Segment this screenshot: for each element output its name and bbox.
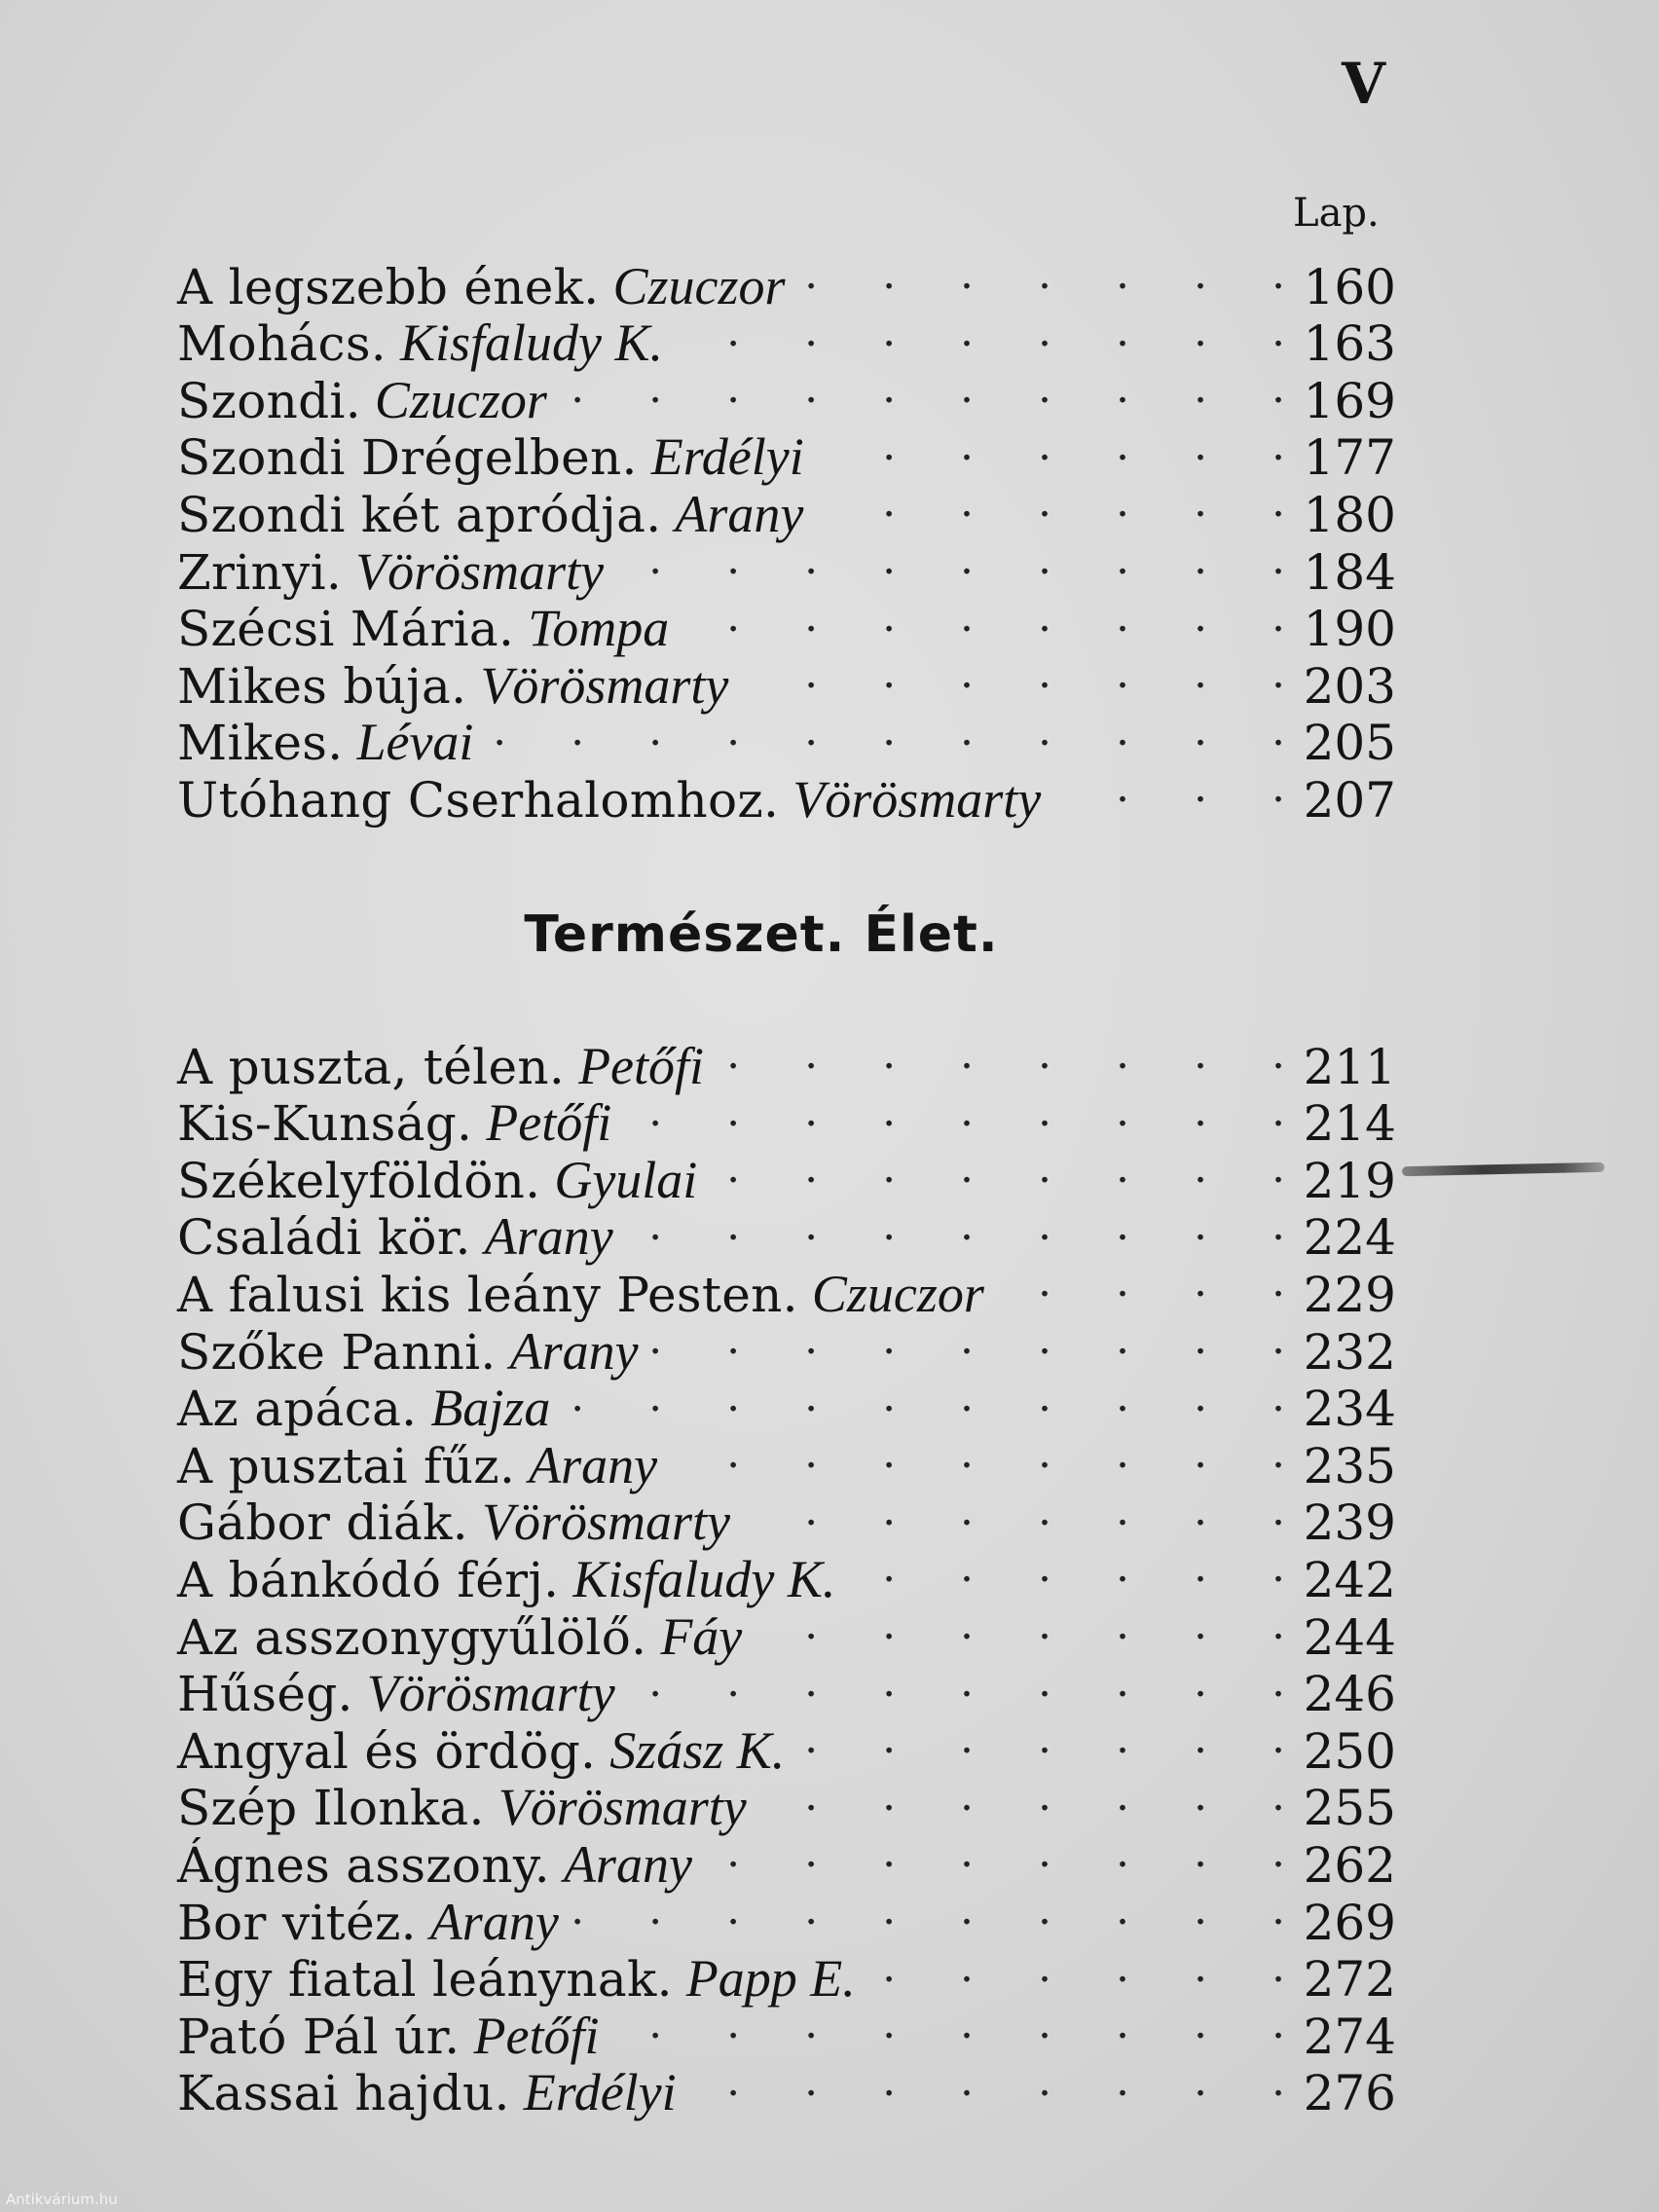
entry-title: A pusztai fűz. <box>177 1437 516 1494</box>
entry-author: Vörösmarty <box>480 655 729 715</box>
entry-title: Kassai hajdu. <box>177 2065 510 2122</box>
entry-title: Bor vitéz. <box>177 1894 417 1951</box>
entry-page: 234 <box>1303 1381 1396 1438</box>
entry-author: Erdélyi <box>523 2063 677 2122</box>
toc-list-top <box>177 246 1396 829</box>
entry-title: A falusi kis leány Pesten. <box>177 1266 798 1323</box>
entry-title: Egy fiatal leánynak. <box>177 1951 673 2009</box>
entry-author: Tompa <box>528 599 670 658</box>
dot-leader <box>818 418 1285 475</box>
dot-leader <box>625 1084 1285 1141</box>
dot-leader <box>612 1996 1285 2053</box>
toc-entry <box>177 1026 1396 1095</box>
entry-page: 274 <box>1303 2008 1396 2065</box>
entry-page: 184 <box>1303 543 1396 601</box>
entry-page: 239 <box>1303 1494 1396 1552</box>
entry-author: Arany <box>563 1834 692 1894</box>
entry-author: Petőfi <box>486 1093 612 1153</box>
entry-page: 169 <box>1303 372 1396 429</box>
dot-leader <box>817 474 1285 532</box>
entry-page: 246 <box>1303 1666 1396 1723</box>
dot-leader <box>706 1825 1285 1882</box>
dot-leader <box>711 1140 1285 1198</box>
entry-author: Arany <box>429 1892 559 1951</box>
page-column-label: Lap. <box>1293 191 1380 236</box>
entry-title: Az apáca. <box>177 1381 418 1438</box>
entry-title: Utóhang Cserhalomhoz. <box>177 771 780 829</box>
entry-page: 262 <box>1303 1836 1396 1894</box>
entry-author: Kisfaludy K. <box>572 1549 836 1608</box>
entry-title: Zrinyi. <box>177 543 343 601</box>
entry-author: Petőfi <box>578 1036 705 1095</box>
entry-title: Mikes búja. <box>177 657 467 715</box>
dot-leader <box>760 1768 1285 1825</box>
entry-title: Mikes. <box>177 715 344 772</box>
entry-title: Kis-Kunság. <box>177 1095 473 1153</box>
entry-page: 276 <box>1303 2065 1396 2122</box>
dot-leader <box>742 645 1285 703</box>
entry-author: Vörösmarty <box>793 769 1042 829</box>
entry-author: Vörösmarty <box>366 1664 615 1723</box>
entry-author: Czuczor <box>612 256 786 315</box>
entry-author: Vörösmarty <box>355 541 605 601</box>
toc-list-bottom <box>177 1026 1396 2122</box>
dot-leader <box>690 2053 1285 2111</box>
entry-title: Szondi Drégelben. <box>177 429 638 487</box>
entry-title: Pató Pál úr. <box>177 2008 461 2065</box>
entry-author: Gyulai <box>554 1150 698 1209</box>
entry-page: 163 <box>1303 315 1396 373</box>
entry-page: 207 <box>1303 771 1396 829</box>
entry-title: A bánkódó férj. <box>177 1551 560 1608</box>
dot-leader <box>487 703 1285 760</box>
entry-page: 205 <box>1303 715 1396 772</box>
entry-author: Arany <box>675 484 804 543</box>
dot-leader <box>1054 759 1285 817</box>
entry-page: 272 <box>1303 1951 1396 2009</box>
entry-page: 211 <box>1303 1038 1396 1095</box>
dot-leader <box>561 360 1285 418</box>
entry-title: Az asszonygyűlölő. <box>177 1608 647 1666</box>
dot-leader <box>756 1597 1285 1654</box>
dot-leader <box>677 304 1285 361</box>
entry-title: Angyal és ördög. <box>177 1722 597 1780</box>
dot-leader <box>744 1483 1285 1540</box>
entry-title: Családi kör. <box>177 1209 471 1267</box>
entry-page: 269 <box>1303 1894 1396 1951</box>
entry-page: 229 <box>1303 1266 1396 1323</box>
entry-page: 180 <box>1303 486 1396 543</box>
dot-leader <box>718 1026 1285 1084</box>
dot-leader <box>869 1939 1285 1997</box>
dot-leader <box>564 1369 1285 1426</box>
entry-author: Vörösmarty <box>481 1493 730 1552</box>
entry-title: A legszebb ének. <box>177 258 600 315</box>
entry-page: 244 <box>1303 1608 1396 1666</box>
dot-leader <box>617 532 1285 589</box>
entry-author: Vörösmarty <box>498 1778 747 1837</box>
entry-page: 214 <box>1303 1095 1396 1153</box>
page-number: V <box>1342 51 1388 117</box>
entry-page: 160 <box>1303 258 1396 315</box>
entry-author: Erdélyi <box>650 427 804 487</box>
toc-entry <box>177 246 1396 315</box>
entry-page: 232 <box>1303 1323 1396 1381</box>
entry-page: 224 <box>1303 1209 1396 1267</box>
entry-author: Szász K. <box>609 1720 786 1780</box>
watermark: Antikvárium.hu <box>6 2191 118 2208</box>
dot-leader <box>671 1425 1285 1483</box>
dot-leader <box>998 1254 1285 1311</box>
entry-page: 190 <box>1303 601 1396 658</box>
entry-author: Kisfaludy K. <box>399 313 663 373</box>
entry-page: 203 <box>1303 657 1396 715</box>
dot-leader <box>652 1311 1285 1369</box>
entry-title: Szondi két apródja. <box>177 486 662 543</box>
toc-entry <box>177 1711 1396 1780</box>
dot-leader <box>629 1654 1285 1712</box>
section-heading: Természet. Élet. <box>524 905 999 964</box>
dot-leader <box>682 589 1285 646</box>
dot-leader <box>572 1882 1285 1939</box>
entry-author: Arany <box>529 1435 658 1494</box>
entry-author: Petőfi <box>473 2006 600 2065</box>
entry-page: 177 <box>1303 429 1396 487</box>
entry-title: Szondi. <box>177 372 361 429</box>
dot-leader <box>627 1198 1285 1255</box>
entry-title: A puszta, télen. <box>177 1038 566 1095</box>
entry-title: Szép Ilonka. <box>177 1780 485 1837</box>
dot-leader <box>798 1711 1285 1768</box>
dot-leader <box>849 1539 1285 1597</box>
entry-title: Gábor diák. <box>177 1494 468 1552</box>
pencil-underline-mark <box>1402 1162 1604 1176</box>
entry-page: 242 <box>1303 1551 1396 1608</box>
entry-page: 235 <box>1303 1437 1396 1494</box>
entry-title: Hűség. <box>177 1666 353 1723</box>
entry-title: Szőke Panni. <box>177 1323 497 1381</box>
entry-title: Székelyföldön. <box>177 1152 541 1209</box>
dot-leader <box>799 246 1286 304</box>
entry-title: Szécsi Mária. <box>177 601 515 658</box>
entry-title: Ágnes asszony. <box>177 1836 550 1894</box>
entry-author: Bajza <box>430 1379 551 1438</box>
entry-author: Arany <box>484 1207 613 1267</box>
entry-page: 219 <box>1303 1152 1396 1209</box>
entry-author: Arany <box>509 1321 639 1381</box>
entry-author: Czuczor <box>374 370 547 429</box>
entry-author: Fáy <box>660 1606 743 1666</box>
entry-page: 255 <box>1303 1780 1396 1837</box>
entry-page: 250 <box>1303 1722 1396 1780</box>
entry-author: Lévai <box>356 713 474 772</box>
entry-author: Czuczor <box>811 1264 984 1323</box>
entry-author: Papp E. <box>685 1949 856 2009</box>
entry-title: Mohács. <box>177 315 387 373</box>
